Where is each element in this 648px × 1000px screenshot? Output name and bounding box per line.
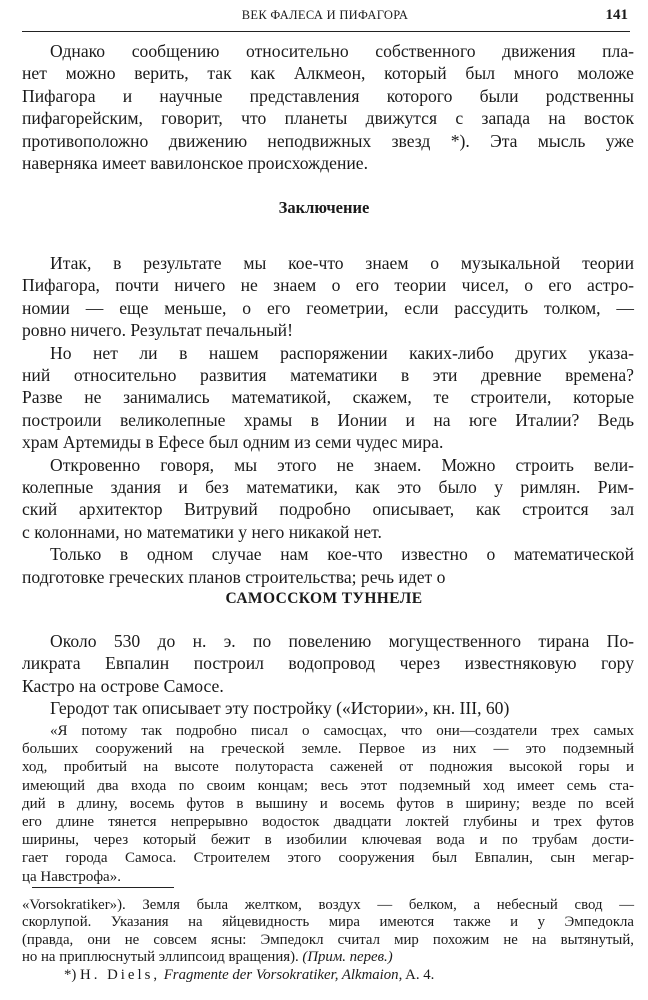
text-line: ликрата Евпалин построил водопровод через известняковую гору bbox=[22, 653, 634, 674]
herodotus-quote bbox=[22, 722, 634, 886]
footnote-author: H. Diels, bbox=[80, 966, 161, 983]
quote-line: его длине тянется непрерывно водосток двадцати локтей глубины и трех футов bbox=[22, 814, 634, 831]
text-line: Пифагора и научные представления которого были родственны bbox=[22, 85, 634, 106]
quote-line: «Я потому так подробно писал о самосцах, что они—создатели трех самых bbox=[50, 723, 634, 739]
running-head bbox=[22, 2, 628, 30]
text-line: Разве не занимались математикой, скажем, те строители, которые bbox=[22, 387, 634, 408]
footnote-title: Fragmente der Vorsokratiker, Alkmaion, bbox=[163, 966, 403, 983]
quote-line: ход, пробитый на высоте полутораста саженей от подножия высокой горы и bbox=[22, 759, 634, 776]
footnote-line: скорлупой. Указания на яйцевидность мира имеются также и у Эмпедокла bbox=[22, 914, 634, 931]
quote-line: имеющий два входа по своим концам; весь этот подземный ход имеет семь ста- bbox=[22, 777, 634, 794]
section-samos-body bbox=[22, 630, 634, 720]
header-rule bbox=[22, 31, 630, 32]
text-line: построили великолепные храмы в Ионии и на юге Италии? Ведь bbox=[22, 409, 634, 430]
text-line: ский архитектор Витрувий подробно описывает, как строится зал bbox=[22, 499, 634, 520]
quote-line: ширины, через который бежит в изобилии ключевая вода и по трубам дости- bbox=[22, 832, 634, 849]
footnote-line bbox=[22, 949, 634, 966]
footnote-line: (правда, они не совсем ясны: Эмпедокл считал мир похожим не на вытянутый, bbox=[22, 931, 634, 948]
text-line: колепные здания и без математики, как это было у римлян. Рим- bbox=[22, 477, 634, 498]
text-line: Но нет ли в нашем распоряжении каких-либо других указа- bbox=[50, 342, 634, 363]
section-heading-conclusion: Заключение bbox=[278, 198, 370, 217]
footnote-ref: A. 4. bbox=[405, 966, 435, 983]
text-line: нет можно верить, так как Алкмеон, который был много моложе bbox=[22, 63, 634, 84]
running-title: ВЕК ФАЛЕСА И ПИФАГОРА bbox=[241, 8, 409, 22]
text-line: Итак, в результате мы кое-что знаем о музыкальной теории bbox=[50, 253, 634, 273]
translator-note: (Прим. перев.) bbox=[302, 949, 393, 966]
text-line: подготовке греческих планов строительства; речь идет о bbox=[22, 566, 446, 587]
text-line: Однако сообщению относительно собственного движения пла- bbox=[50, 41, 634, 61]
section-heading-samos-tunnel: САМОССКОМ ТУННЕЛЕ bbox=[225, 590, 423, 607]
text-line: номии — еще меньше, о его геометрии, если рассудить толком, — bbox=[22, 297, 634, 318]
footnote-text: но на приплюснутый эллипсоид вращения). bbox=[22, 949, 299, 966]
footnote-separator bbox=[32, 887, 174, 888]
paragraph-planet-motion bbox=[22, 40, 634, 174]
text-line: храм Артемиды в Ефесе был одним из семи чудес мира. bbox=[22, 432, 444, 453]
text-line: Геродот так описывает эту постройку («Истории», кн. III, 60) bbox=[50, 698, 510, 719]
section-conclusion-body bbox=[22, 252, 634, 588]
page-number: 141 bbox=[605, 7, 628, 23]
text-line: Откровенно говоря, мы этого не знаем. Можно строить вели- bbox=[50, 454, 634, 475]
quote-line: дий в длину, восемь футов в вышину и восемь футов в ширину; везде по всей bbox=[22, 795, 634, 812]
footnote-line: «Vorsokratiker»). Земля была желтком, воздух — белком, а небесный свод — bbox=[22, 897, 634, 913]
text-line: пифагорейским, говорит, что планеты движутся с запада на восток bbox=[22, 108, 634, 129]
footnotes bbox=[22, 897, 634, 984]
footnote-diels bbox=[22, 967, 634, 984]
text-line: наверняка имеет вавилонское происхождение. bbox=[22, 153, 369, 174]
text-line: противоположно движению неподвижных звезд *). Эта мысль уже bbox=[22, 130, 634, 151]
text-line: с колоннами, но математики у него никакой нет. bbox=[22, 521, 382, 542]
footnote-marker: *) bbox=[64, 966, 77, 983]
text-line: ровно ничего. Результат печальный! bbox=[22, 320, 293, 341]
text-line: Пифагора, почти ничего не знаем о его теории чисел, о его астро- bbox=[22, 275, 634, 296]
text-line: ний относительно развития математики в эти древние времена? bbox=[22, 365, 634, 386]
text-line: Только в одном случае нам кое-что известно о математической bbox=[50, 544, 634, 565]
quote-line: больших сооружений на греческой земле. Первое из них — это подземный bbox=[22, 741, 634, 758]
text-line: Кастро на острове Самосе. bbox=[22, 675, 224, 696]
text-line: Около 530 до н. э. по повелению могущественного тирана По- bbox=[50, 631, 634, 651]
quote-line: ца Навстрофа». bbox=[22, 868, 121, 885]
quote-line: гает города Самоса. Строителем этого сооружения был Евпалин, сын мегар- bbox=[22, 850, 634, 867]
